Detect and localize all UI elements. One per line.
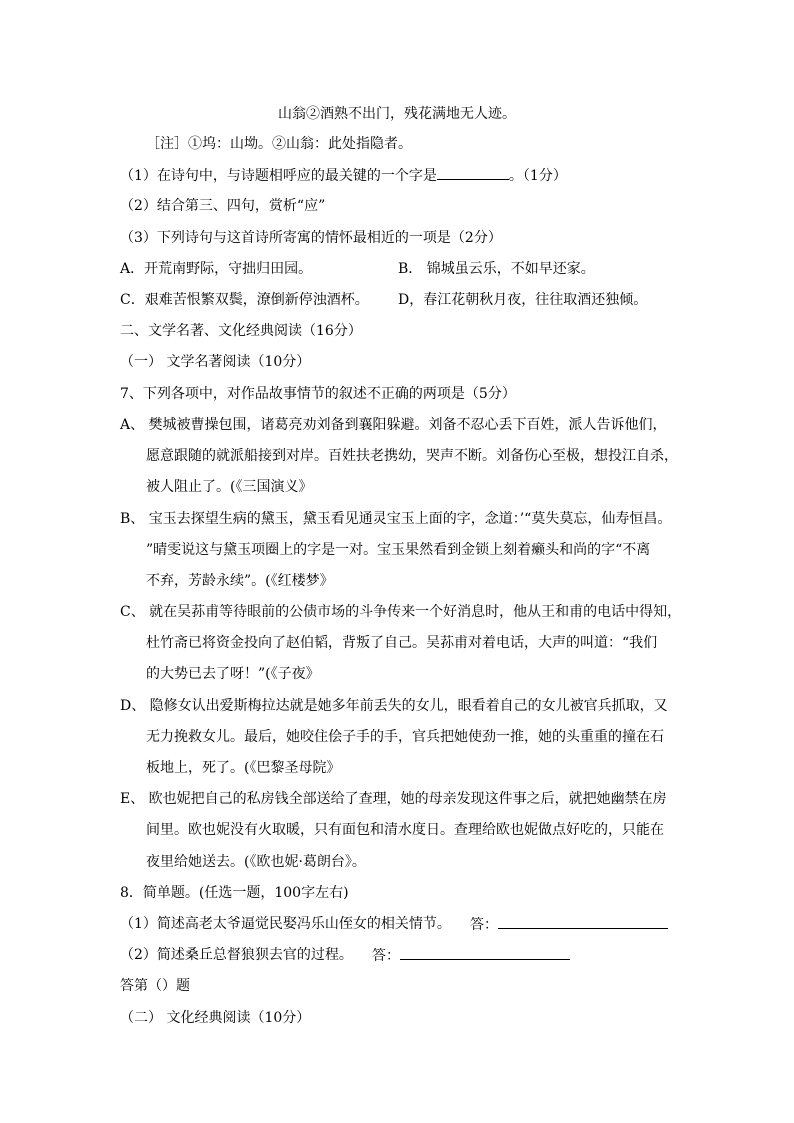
- section-2-title: 二、文学名著、文化经典阅读（16分）: [120, 323, 362, 339]
- q7-option-b-line: ”晴雯说这与黛玉项圈上的字是一对。宝玉果然看到金锁上刻着癞头和尚的字“不离: [146, 542, 651, 558]
- q6-option-d: D，春江花朝秋月夜，往往取酒还独倾。: [398, 292, 648, 308]
- q8-sub2: （2）简述桑丘总督狼狈去官的过程。: [120, 947, 353, 963]
- q7-option-e-line: 夜里给她送去。(《欧也妮·葛朗台》。: [146, 854, 366, 870]
- q6-option-c: C．艰难苦恨繁双鬓，潦倒新停浊酒杯。: [120, 292, 369, 308]
- q7-option-b-line: B、 宝玉去探望生病的黛玉，黛玉看见通灵宝玉上面的字，念道：’“莫失莫忘，仙寿恒昌。: [120, 511, 672, 527]
- q7-option-d-line: 板地上，死了。(《巴黎圣母院》: [146, 760, 341, 776]
- q7-option-e-line: 间里。欧也妮没有火取暖，只有面包和清水度日。查理给欧也妮做点好吃的，只能在: [146, 822, 664, 838]
- q6-sub1-blank[interactable]: [437, 165, 509, 180]
- q7-option-c-line: 的大势已去了呀！”(《子夜》: [146, 666, 320, 682]
- q6-sub2: （2）结合第三、四句，赏析“应”: [120, 198, 326, 214]
- q7-option-c-line: 杜竹斋已将资金投向了赵伯韬，背叛了自己。吴荪甫对着电话，大声的叫道：“我们: [146, 635, 658, 651]
- q7-option-e-line: E、 欧也妮把自己的私房钱全部送给了查理，她的母亲发现这件事之后，就把她幽禁在房: [120, 791, 667, 807]
- q7-option-a-line: 愿意跟随的就派船接到对岸。百姓扶老携幼，哭声不断。刘备伤心至极，想投江自杀，: [146, 448, 678, 464]
- q7-option-b-line: 不弃，芳龄永续”。(《红楼梦》: [146, 573, 334, 589]
- q6-option-a: A．开荒南野际，守拙归田园。: [120, 261, 313, 277]
- poem-line: 山翁②酒熟不出门，残花满地无人迹。: [278, 106, 516, 122]
- q8-sub1-answer: [470, 914, 668, 935]
- q8-sub2-answer-blank[interactable]: [400, 945, 570, 960]
- q7-option-a-line: A、 樊城被曹操包围，诸葛亮劝刘备到襄阳躲避。刘备不忍心丢下百姓，派人告诉他们，: [120, 417, 667, 433]
- q8-sub2-answer: [372, 945, 570, 966]
- part-1-title: （一） 文学名著阅读（10分）: [120, 354, 311, 370]
- q7-option-a-line: 被人阻止了。(《三国演义》: [146, 479, 313, 495]
- part-2-title: （二） 文化经典阅读（10分）: [120, 1010, 311, 1026]
- answer-label: 答：: [470, 917, 498, 933]
- q6-sub3: （3）下列诗句与这首诗所寄寓的情怀最相近的一项是（2分）: [120, 230, 502, 246]
- q8-answer-choice: 答第（）题: [120, 978, 190, 994]
- q8-stem: 8．简单题。(任选一题，100字左右): [120, 885, 349, 901]
- q6-sub1: [120, 165, 567, 186]
- answer-label: 答：: [372, 948, 400, 964]
- q7-option-d-line: 无力挽救女儿。最后，她咬住侩子手的手，官兵把她使劲一推，她的头重重的撞在石: [146, 729, 664, 745]
- q6-option-b: B． 锦城虽云乐，不如早还家。: [398, 261, 595, 277]
- q8-sub1-answer-blank[interactable]: [498, 914, 668, 929]
- q6-sub1-text: （1）在诗句中，与诗题相呼应的最关键的一个字是: [120, 168, 437, 184]
- q7-option-c-line: C、 就在吴荪甫等待眼前的公债市场的斗争传来一个好消息时，他从王和甫的电话中得知，: [120, 604, 682, 620]
- poem-note: ［注］①坞：山坳。②山翁：此处指隐者。: [146, 136, 412, 152]
- q7-stem: 7、下列各项中，对作品故事情节的叙述不正确的两项是（5分）: [120, 386, 516, 402]
- q8-sub1: （1）简述高老太爷逼觉民娶冯乐山侄女的相关情节。: [120, 916, 451, 932]
- q7-option-d-line: D、 隐修女认出爱斯梅拉达就是她多年前丢失的女儿，眼看着自己的女儿被官兵抓取，又: [120, 698, 668, 714]
- q6-sub1-score: 。（1分）: [508, 168, 567, 184]
